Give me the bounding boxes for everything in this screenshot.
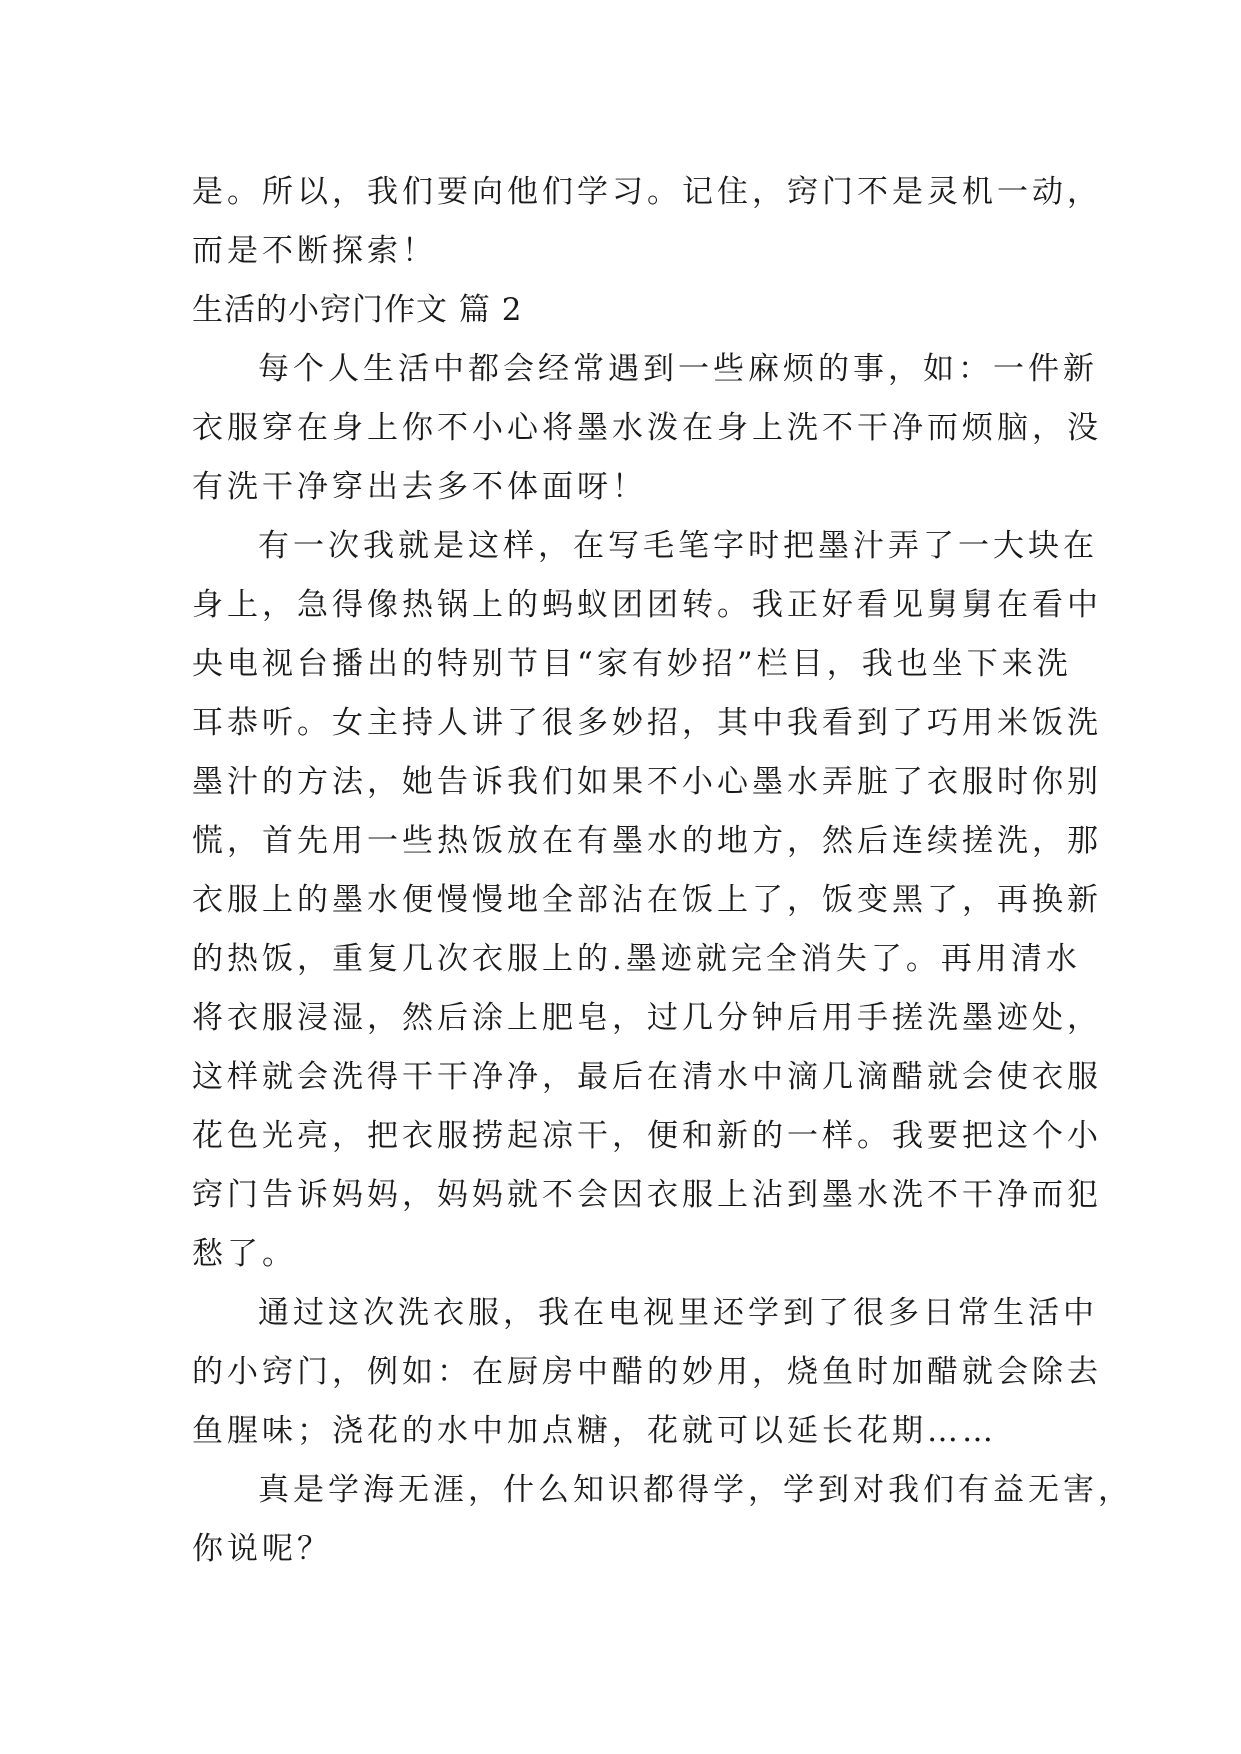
paragraph-line: 每个人生活中都会经常遇到一些麻烦的事，如：一件新 bbox=[258, 351, 1098, 387]
paragraph-2 bbox=[192, 517, 1102, 1284]
section-heading: 生活的小窍门作文 篇 2 bbox=[192, 292, 523, 328]
paragraph-line: 真是学海无涯，什么知识都得学，学到对我们有益无害， bbox=[258, 1472, 1133, 1508]
paragraph-line: 有一次我就是这样，在写毛笔字时把墨汁弄了一大块在 bbox=[258, 528, 1098, 564]
paragraph-line: 墨汁的方法，她告诉我们如果不小心墨水弄脏了衣服时你别 bbox=[192, 764, 1102, 800]
paragraph-line: 的热饭，重复几次衣服上的.墨迹就完全消失了。再用清水 bbox=[192, 941, 1081, 977]
paragraph-line: 鱼腥味；浇花的水中加点糖，花就可以延长花期…… bbox=[192, 1413, 997, 1449]
paragraph-line: 将衣服浸湿，然后涂上肥皂，过几分钟后用手搓洗墨迹处， bbox=[192, 1000, 1102, 1036]
paragraph-line: 的小窍门，例如：在厨房中醋的妙用，烧鱼时加醋就会除去 bbox=[192, 1354, 1102, 1390]
continuation-line: 而是不断探索！ bbox=[192, 233, 437, 269]
paragraph-line: 耳恭听。女主持人讲了很多妙招，其中我看到了巧用米饭洗 bbox=[192, 705, 1102, 741]
paragraph-3 bbox=[192, 1284, 1102, 1461]
paragraph-4 bbox=[192, 1461, 1133, 1579]
paragraph-line: 愁了。 bbox=[192, 1236, 297, 1272]
paragraph-line: 你说呢？ bbox=[192, 1531, 332, 1567]
paragraph-line: 慌，首先用一些热饭放在有墨水的地方，然后连续搓洗，那 bbox=[192, 823, 1102, 859]
paragraph-1 bbox=[192, 340, 1102, 517]
paragraph-line: 这样就会洗得干干净净，最后在清水中滴几滴醋就会使衣服 bbox=[192, 1059, 1102, 1095]
paragraph-line: 央电视台播出的特别节目“家有妙招”栏目，我也坐下来洗 bbox=[192, 646, 1072, 682]
paragraph-line: 衣服穿在身上你不小心将墨水泼在身上洗不干净而烦脑，没 bbox=[192, 410, 1102, 446]
paragraph-line: 有洗干净穿出去多不体面呀！ bbox=[192, 469, 647, 505]
paragraph-line: 通过这次洗衣服，我在电视里还学到了很多日常生活中 bbox=[258, 1295, 1098, 1331]
continuation-line: 是。所以，我们要向他们学习。记住，窍门不是灵机一动， bbox=[192, 174, 1102, 210]
document-body bbox=[192, 163, 1133, 1579]
paragraph-line: 身上，急得像热锅上的蚂蚁团团转。我正好看见舅舅在看中 bbox=[192, 587, 1102, 623]
paragraph-line: 窍门告诉妈妈，妈妈就不会因衣服上沾到墨水洗不干净而犯 bbox=[192, 1177, 1102, 1213]
paragraph-line: 花色光亮，把衣服捞起凉干，便和新的一样。我要把这个小 bbox=[192, 1118, 1102, 1154]
paragraph-line: 衣服上的墨水便慢慢地全部沾在饭上了，饭变黑了，再换新 bbox=[192, 882, 1102, 918]
